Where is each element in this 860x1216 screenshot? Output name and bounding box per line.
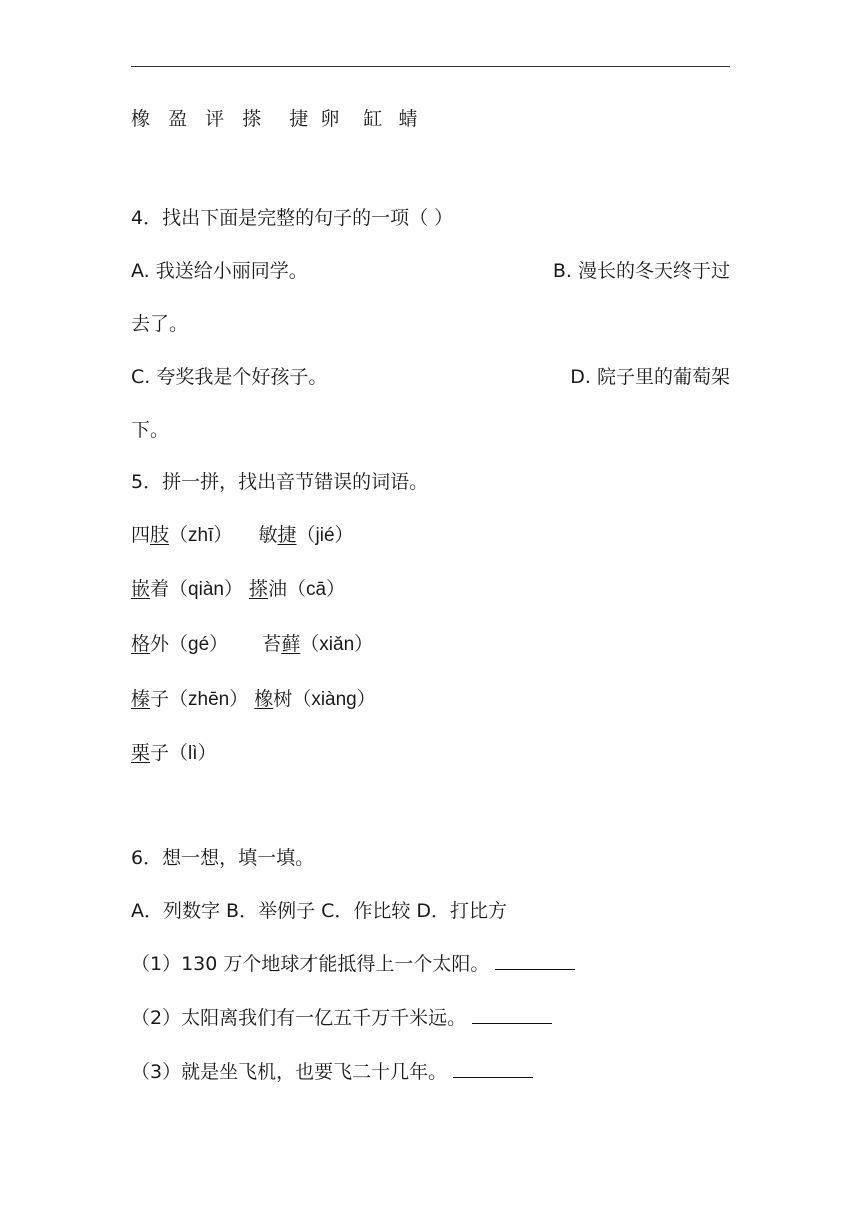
q5-word: 嵌着（qiàn） [131,578,243,600]
q4-option-c: C. 夸奖我是个好孩子。 [131,366,328,388]
q4-option-b-cont: 去了。 [131,313,189,335]
q5-row-5 [131,740,217,767]
q5-row-3 [131,631,373,658]
q5-row-2 [131,576,345,603]
answer-blank[interactable] [472,1005,552,1024]
q5-word: 苔藓（xiǎn） [262,633,374,655]
char: 卵 [320,108,340,130]
q5-word: 四肢（zhī） [131,524,233,546]
char: 捷 [289,108,309,130]
q5-row-1 [131,522,354,549]
q4-stem: 4．找出下面是完整的句子的一项（ ） [131,207,454,229]
q4-option-d: D. 院子里的葡萄架 [570,366,730,388]
char: 搽 [242,108,262,130]
q6-sentence-1: （1）130 万个地球才能抵得上一个太阳。 [131,951,575,977]
q6-sentence-3: （3）就是坐飞机，也要飞二十几年。 [131,1059,533,1085]
q3-character-row [131,106,417,132]
answer-blank[interactable] [495,951,575,970]
q5-row-4 [131,686,376,713]
q4-option-b: B. 漫长的冬天终于过 [552,260,730,282]
q6-options: A．列数字 B．举例子 C．作比较 D．打比方 [131,900,508,922]
q6-stem: 6．想一想，填一填。 [131,847,315,869]
q5-stem: 5．拼一拼，找出音节错误的词语。 [131,471,429,493]
q6-sentence-2: （2）太阳离我们有一亿五千万千米远。 [131,1005,552,1031]
header-rule [131,66,730,67]
answer-blank[interactable] [453,1059,533,1078]
char: 橡 [131,108,151,130]
char: 盈 [168,108,188,130]
q5-word: 榛子（zhēn） [131,688,249,710]
q5-word: 搽油（cā） [249,578,346,600]
char: 缸 [363,108,383,130]
q5-word: 栗子（lì） [131,742,217,764]
q4-option-d-cont: 下。 [131,419,170,441]
q4-option-a: A. 我送给小丽同学。 [131,260,308,282]
q5-word: 敏捷（jié） [258,524,354,546]
char: 评 [205,108,225,130]
q5-word: 格外（gé） [131,633,229,655]
char: 蜻 [398,108,418,130]
q5-word: 橡树（xiàng） [254,688,376,710]
